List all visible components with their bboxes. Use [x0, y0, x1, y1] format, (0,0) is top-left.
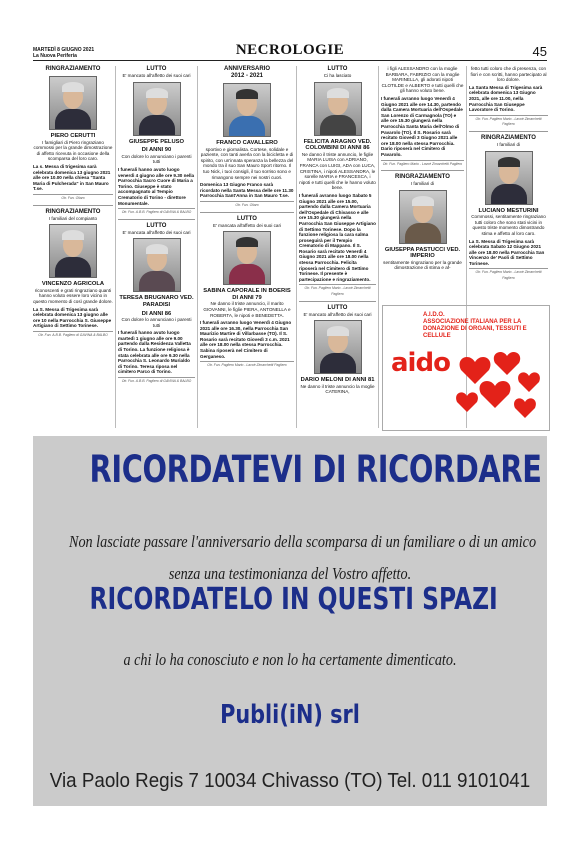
- funeral-notice: I funerali avranno luogo Sabato 5 Giugno 2021 alle ore 15.00, partendo dalla Camera Mortuaria dell'Ospedale di Chivasso e alle ore 15.30 giungerà nella Parrocchia San Giuseppe Artigiano di Settimo Torinese. Dopo la funzione religiosa la cara salma proseguirà per il Tempio Crematorio di Mappano. Il S. Rosario sarà recitato Venerdì 4 Giugno 2021 alle ore 18.00 nella stessa Parrocchia. Felicita riposerà nel Cimitero di Settimo Torinese. Il presente è partecipazione e ringraziamento.: [299, 192, 376, 282]
- funeral-home: Otr. Fun. Pagliero Mario - Lavoè Zimarchetti Pagliero: [382, 161, 463, 166]
- notice-intro: I familiari di: [410, 181, 435, 187]
- divider: [118, 219, 195, 220]
- memorial-advert: [33, 436, 547, 806]
- notice-text: I famigliari di Piero ringraziano commossi per la grande dimostrazione di affetto ricevuta in occasione della scomparsa del loro caro.: [33, 139, 113, 162]
- obituary-column-4: [299, 66, 376, 397]
- deceased-name: DARIO MELONI DI ANNI 81: [300, 377, 375, 384]
- notice-type: RINGRAZIAMENTO: [45, 66, 101, 72]
- mass-notice: La Santa Messa di Trigesima sarà celebrata domenica 13 Giugno 2021, alle ore 11.00, nella Parrocchia San Giuseppe Lavoratore di Torino.: [469, 84, 543, 113]
- mass-notice: La S. Messa di Trigesima sarà celebrata domenica 13 giugno alle ore 10 nella Parrocchia S. Giuseppe Artigiano di Settimo Torinese.: [33, 306, 112, 329]
- notice-intro: I familiari del compianto: [48, 215, 98, 221]
- header-rule: [33, 60, 547, 61]
- funeral-notice: I funerali avranno luogo Venerdì 4 Giugno 2021 alle ore 14.30, partendo dalla Camera Mortuaria dell'Ospedale San Lorenzo di Carmagnola (TO) e alle ore 15.30 giungerà nella Parrocchia Santa Maria dell'Olmo di Pavarolo (TO). Il S. Rosario sarà recitato Giovedì 3 Giugno 2021 alle ore 18.00 nella stessa Parrocchia. Dario riposerà nel Cimitero di Pavarolo.: [381, 95, 463, 157]
- notice-text: sentitamente ringraziano per la grande dimostrazione di stima e af-: [383, 259, 462, 271]
- column-divider: [115, 66, 116, 428]
- obituary-column-1: [33, 66, 113, 338]
- obituary-card: [118, 223, 195, 385]
- deceased-name: GIUSEPPE PELUSO: [128, 138, 185, 145]
- anniversary-years: 2012 - 2021: [230, 73, 264, 79]
- notice-text: i figli ALESSANDRO con la moglie BARBARA, FABRIZIO con la moglie MARINELLA, gli adorati nipoti CLOTILDE e ALBERTO e tutti quelli che gli hanno voluto bene.: [381, 66, 464, 94]
- deceased-name: TERESA BRUGNARO VED. PARADISI: [119, 295, 194, 308]
- mass-notice: La s. Messa di trigesima sarà celebrata domenica 13 giugno 2021 alle ore 10.00 nella chiesa "Santa Maria di Pulcherada" in San Mauro T.se.: [33, 163, 111, 192]
- column-divider: [296, 66, 297, 428]
- issue-date: MARTEDÌ 8 GIUGNO 2021: [33, 47, 95, 53]
- newspaper-name: La Nuova Periferia: [33, 53, 77, 59]
- notice-text: riconoscenti e grati ringraziano quanti hanno voluto essere loro vicino in questo momento di così grande dolore.: [33, 287, 113, 304]
- deceased-name: VINCENZO AGRICOLA: [41, 281, 105, 288]
- page-number: 45: [532, 44, 547, 59]
- notice-intro: E' mancato all'affetto dei suoi cari: [122, 73, 191, 78]
- obituary-column-5: [381, 66, 464, 273]
- notice-text: Ne danno il triste annuncio la moglie CATERINA,: [300, 383, 375, 395]
- obituary-card: [33, 66, 113, 202]
- notice-text: Con dolore lo annunciano i parenti tutti: [121, 153, 192, 165]
- obituary-card: [33, 209, 113, 339]
- portrait-photo: [314, 82, 362, 136]
- notice-type: LUTTO: [327, 304, 348, 311]
- deceased-age: DI ANNI 86: [141, 310, 172, 317]
- divider: [33, 205, 113, 206]
- advert-brand: Publi(iN) srl: [220, 700, 360, 730]
- aido-advert: [382, 305, 550, 431]
- notice-text: Con dolore lo annunciano i parenti tutti: [121, 317, 192, 328]
- notice-type: LUTTO: [237, 215, 257, 222]
- obituary-card: [118, 66, 195, 216]
- funeral-home: Otr. Fun. Pagliero Mario - Lavoè Zimarchetti Pagliero: [469, 115, 548, 128]
- funeral-home: Otr. Fun. A.B.B. Pagliero di GAVINA & BALBO: [118, 377, 195, 385]
- section-title: NECROLOGIE: [235, 42, 345, 58]
- notice-type: LUTTO: [146, 66, 167, 72]
- mass-notice: La S. Messa di Trigesima sarà celebrata Sabato 12 Giugno 2021 alle ore 18.00 nella Parrocchia San Vincenzo de' Paoli di Settimo Torinese.: [469, 238, 545, 266]
- obituary-column-3: [200, 66, 294, 369]
- obituary-card: [381, 174, 464, 271]
- notice-text: fetto tutti coloro che di presenza, con fiori e con scritti, hanno partecipato al loro dolore.: [470, 66, 547, 83]
- obituary-card: [299, 66, 376, 298]
- notice-intro: Ci ha lasciato: [323, 73, 352, 78]
- advert-line-2: senza una testimonianza del Vostro affetto.: [168, 564, 412, 583]
- portrait-photo: [223, 231, 271, 285]
- notice-type: LUTTO: [146, 222, 167, 229]
- hearts-graphic: [455, 342, 545, 422]
- funeral-home: Otr. Fun. A.B.B. Pagliero di GAVINA & BALBO: [33, 331, 113, 339]
- portrait-photo: [485, 151, 533, 205]
- notice-text: Ne danno il triste annuncio, il marito GIOVANNI, le figlie PIERA, ANTONELLA e ROBERTA, le nipoti e BENEDETTA.: [203, 301, 291, 318]
- advert-headline-2: RICORDATELO IN QUESTI SPAZI: [89, 582, 498, 617]
- divider: [200, 212, 294, 213]
- divider: [469, 131, 548, 132]
- deceased-name: FRANCO CAVALLERO: [216, 140, 278, 146]
- deceased-age: DI ANNI 90: [141, 147, 172, 154]
- funeral-home: Otr. Fun. Pagliero Mario - Lavoè Zimarchetti Pagliero: [299, 284, 376, 297]
- obituary-column-6: [469, 66, 548, 282]
- portrait-photo: [133, 238, 181, 292]
- mass-notice: Domenica 13 Giugno Franco sarà ricordato nella Santa Messa delle ore 11.30 Parrocchia Sant'Anna in San Mauro T.se.: [200, 182, 294, 199]
- advert-line-1: Non lasciate passare l'anniversario della scomparsa di un familiare o di un amico: [68, 532, 537, 551]
- portrait-photo: [49, 76, 97, 130]
- funeral-home: Otr. Fun. Oliaro: [200, 201, 294, 209]
- notice-text: Commossi, sentitamente ringraziano tutti coloro che sono stati vicini in questo triste momento dimostrando stima e affetto al loro caro.: [471, 214, 546, 236]
- aido-title: A.I.D.O. ASSOCIAZIONE ITALIANA PER LA DONAZIONE DI ORGANI, TESSUTI E CELLULE: [423, 312, 527, 339]
- portrait-photo: [49, 224, 97, 278]
- funeral-home: Otr. Fun. A.B.B. Pagliero di GAVINA & BALBO: [118, 208, 195, 216]
- notice-type: RINGRAZIAMENTO: [481, 134, 536, 141]
- funeral-notice: I funerali hanno avuto luogo martedì 1 giugno alle ore 9.00 partendo dalla Residenza Valletta di Torino. La funzione religiosa è stata celebrata alle ore 9.30 nella Parrocchia S. Leonardo Murialdo di Torino. Teresa riposa nel cimitero Parco di Torino.: [118, 330, 191, 375]
- notice-type: RINGRAZIAMENTO: [395, 174, 450, 181]
- aido-logo: aido: [391, 348, 450, 378]
- deceased-name: LUCIANO MESTURINI: [478, 207, 539, 214]
- notice-text: Ne danno il triste annuncio, le figlie MARIA LUISA con ADRIANO, FRANCA con LUIGI, ADA con LUCA, CRISTINA, i nipoti ALESSANDRA, le sorelle MARIA e FRANCESCA, i nipoti e tutti quelli che le hanno voluto bene.: [299, 151, 376, 191]
- obituary-column-2: [118, 66, 195, 385]
- advert-line-3: a chi lo ha conosciuto e non lo ha certamente dimenticato.: [123, 650, 457, 669]
- divider: [299, 301, 376, 302]
- notice-type: LUTTO: [327, 66, 348, 72]
- notice-type: RINGRAZIAMENTO: [45, 208, 101, 215]
- funeral-home: Otr. Fun. Pagliero Mario - Lavoè Zimarchetti Pagliero: [200, 361, 294, 369]
- notice-type: ANNIVERSARIO: [223, 66, 270, 72]
- obituary-card: [200, 216, 294, 369]
- notice-intro: E' mancata all'affetto dei suoi cari: [212, 222, 282, 228]
- portrait-photo: [133, 82, 181, 136]
- notice-text: sportivo e giornalista. Cortese, solidale e paziente, con tanti averla con la bicicletta e di spirito, con un'innata speranza la bellezza del mondo tra il suo San Mauro Sport ritorno. Il tuo Nick, i tuoi consigli, il tuo sorriso sono e rimangono sempre nei nostri cuori.: [200, 146, 294, 180]
- deceased-name: FELICITA ARAGNO VED. COLOMBINI DI ANNI 86: [303, 138, 372, 152]
- funeral-notice: I funerali hanno avuto luogo venerdì 4 giugno alle ore 9.30 nella Parrocchia Sacro Cuore di Maria a Torino. Giuseppe è stato accompagnato al Tempio Crematorio di Torino - direttore Monumentale.: [118, 166, 195, 206]
- funeral-notice: I funerali avranno luogo Venerdì 4 Giugno 2021 alle ore 16.30, nella Parrocchia San Maurizio Martire di Villarbasse (TO). Il S. Rosario sarà recitato Giovedì 3 c.m. 2021 alle ore 18.00 nella stessa Parrocchia. Sabina riposerà nel Cimitero di Gerganeso.: [200, 320, 292, 359]
- portrait-photo: [223, 83, 271, 137]
- notice-intro: E' mancato all'affetto dei suoi cari: [303, 311, 372, 317]
- deceased-name: PIERO CERUTTI: [50, 133, 96, 139]
- notice-intro: I familiari di: [496, 141, 521, 147]
- deceased-name: GIUSEPPA PASTUCCI VED. IMPERIO: [384, 246, 461, 260]
- column-divider: [378, 66, 379, 428]
- obituary-card: [469, 135, 548, 282]
- portrait-photo: [314, 320, 362, 374]
- advert-address: Via Paolo Regis 7 10034 Chivasso (TO) Tel. 011 9101041: [49, 770, 531, 792]
- obituary-card: [200, 66, 294, 209]
- advert-headline: RICORDATEVI DI RICORDARE: [89, 448, 542, 491]
- portrait-photo: [399, 190, 447, 244]
- notice-intro: E' mancata all'affetto dei suoi cari: [122, 229, 191, 235]
- deceased-name: SABINA CAPORALE IN BOERIS DI ANNI 79: [203, 288, 291, 301]
- divider: [381, 170, 464, 171]
- column-divider: [197, 66, 198, 428]
- obituary-card: [299, 305, 376, 395]
- funeral-home: Otr. Fun. Pagliero Mario - Lavoè Zimarchetti Pagliero: [469, 268, 548, 281]
- funeral-home: Otr. Fun. Oliaro: [33, 194, 113, 202]
